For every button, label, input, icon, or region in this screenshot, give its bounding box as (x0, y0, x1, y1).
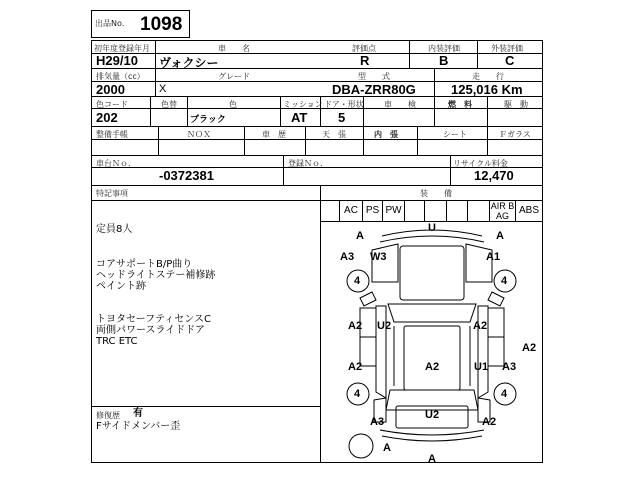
damage-code: A2 (348, 361, 363, 373)
equipment-ps: PS (365, 205, 380, 216)
damage-code: A3 (370, 416, 385, 428)
damage-code: A (496, 230, 504, 242)
damage-code: U2 (377, 320, 392, 332)
note-line: 両側パワースライドドア (96, 325, 205, 336)
note-line: ペイント跡 (96, 281, 146, 292)
front-glass-label: Ｆガラス (499, 130, 531, 139)
doors-label: ドア・形状 (324, 100, 364, 109)
equipment-abs: ABS (518, 205, 539, 216)
chassis-number: -0372381 (159, 168, 214, 183)
chassis-number-label: 車台Ｎｏ． (96, 159, 136, 168)
color: ブラック (190, 114, 226, 124)
equipment-airbag-text: AIR BAG (490, 201, 515, 221)
damage-code: U (428, 222, 436, 234)
note-line: TRC ETC (96, 336, 138, 347)
drive-label: 駆 動 (504, 100, 528, 109)
car-name-label: 車 名 (218, 44, 250, 53)
damage-code: 4 (501, 388, 508, 400)
registration-year: H29/10 (96, 53, 138, 68)
note-line: 定員8人 (96, 224, 133, 235)
notes-label: 特記事項 (96, 189, 128, 198)
damage-code: A1 (486, 251, 501, 263)
damage-code: A2 (425, 361, 440, 373)
damage-code: 4 (501, 275, 508, 287)
recycle-fee-label: リサイクル料金 (453, 159, 508, 168)
equipment-pw: PW (385, 205, 402, 216)
repair-history-note: Fサイドメンバー歪 (96, 421, 181, 432)
lot-number-label: 出品No． (95, 19, 130, 28)
maintenance-book-label: 整備手帳 (96, 130, 128, 139)
damage-code: U1 (474, 361, 489, 373)
note-line: トヨタセーフティセンスC (96, 314, 211, 325)
mileage-label: 走 行 (472, 72, 504, 81)
equipment-label: 装 備 (420, 189, 452, 198)
color-code: 202 (96, 110, 118, 125)
mission-label: ミッション (283, 100, 323, 109)
grade-label: グレード (218, 72, 250, 81)
car-name: ヴォクシー (159, 56, 219, 70)
damage-code: A2 (482, 416, 497, 428)
damage-code: U2 (425, 409, 440, 421)
damage-code: A (383, 442, 391, 454)
registration-year-label: 初年度登録年月 (94, 44, 150, 53)
fuel-label: 燃 料 (448, 100, 472, 109)
mission: AT (291, 110, 308, 125)
damage-code: A3 (502, 361, 517, 373)
lot-number: 1098 (140, 14, 183, 35)
damage-code: 4 (354, 275, 361, 287)
registration-number-label: 登録Ｎｏ． (288, 159, 328, 168)
interior-trim-label: 内 張 (374, 130, 398, 139)
note-line: コアサポートB/P曲り (96, 259, 193, 270)
interior-grade-label: 内装評価 (428, 44, 460, 53)
damage-code: A2 (473, 320, 488, 332)
score: R (360, 53, 370, 68)
color-code-label: 色コード (96, 100, 128, 109)
grade: X (159, 83, 167, 95)
damage-code: A2 (522, 342, 537, 354)
damage-code: A2 (348, 320, 363, 332)
doors: 5 (338, 110, 346, 125)
damage-code: W3 (370, 251, 387, 263)
exterior-grade: C (505, 53, 515, 68)
repair-history-label: 修復歴 (96, 411, 120, 420)
damage-code: A3 (340, 251, 355, 263)
nox-label: ＮＯＸ (187, 130, 211, 139)
model: DBA-ZRR80G (332, 82, 416, 97)
ceiling-label: 天 張 (322, 130, 346, 139)
history-label: 車 歴 (262, 130, 286, 139)
inspection-label: 車 検 (384, 100, 416, 109)
score-label: 評価点 (352, 44, 376, 53)
damage-code: A (356, 230, 364, 242)
equipment-airbag (490, 201, 515, 221)
interior-grade: B (439, 53, 449, 68)
recycle-fee: 12,470 (474, 168, 514, 183)
model-label: 型 式 (358, 72, 390, 81)
displacement-label: 排気量（cc） (96, 72, 145, 81)
repair-history-value: 有 (133, 408, 143, 419)
color-label: 色 (229, 100, 237, 109)
seat-label: シート (443, 130, 467, 139)
damage-code: A (428, 453, 436, 465)
color-swap-label: 色替 (161, 100, 177, 109)
damage-code: 4 (354, 388, 361, 400)
note-line: ヘッドライトステー補修跡 (96, 270, 216, 281)
mileage: 125,016 Km (451, 82, 523, 97)
exterior-grade-label: 外装評価 (491, 44, 523, 53)
displacement: 2000 (96, 82, 125, 97)
equipment-ac: AC (344, 205, 358, 216)
